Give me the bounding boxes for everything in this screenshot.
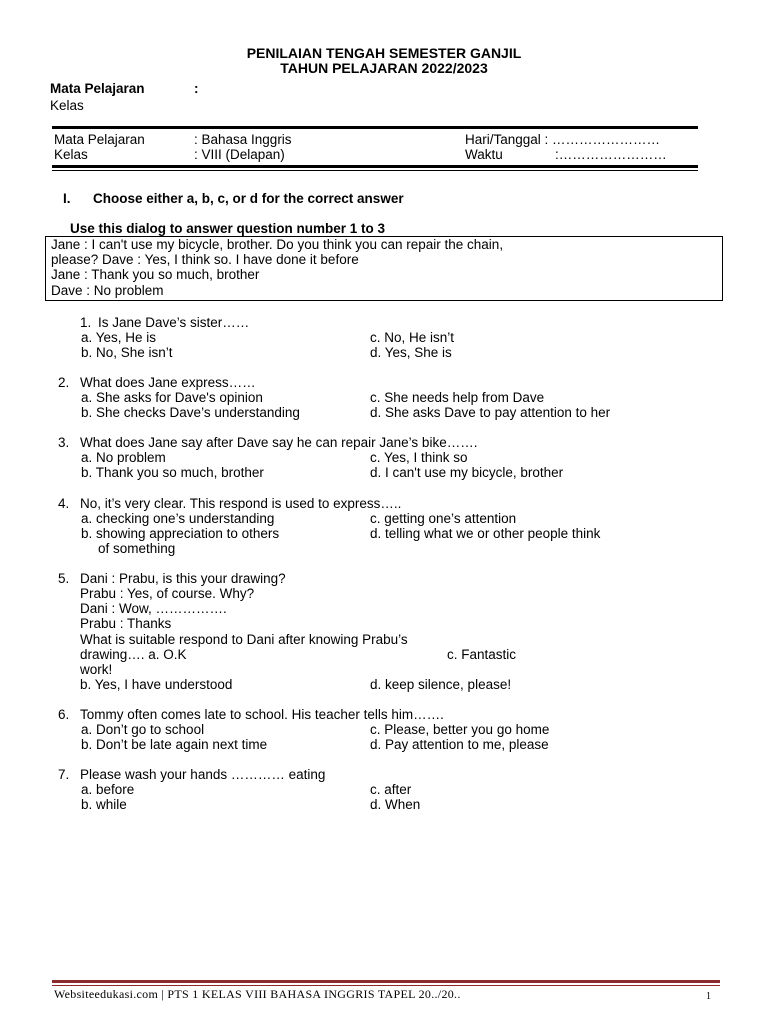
- question-1-text: Is Jane Dave’s sister……: [98, 315, 250, 330]
- question-3-option-c: c. Yes, I think so: [370, 450, 468, 465]
- kelas-label: Kelas: [50, 98, 84, 113]
- section-instruction: Choose either a, b, c, or d for the correct answer: [93, 191, 404, 206]
- question-7-text: Please wash your hands ………… eating: [80, 767, 326, 782]
- question-2-number: 2.: [58, 375, 70, 390]
- question-5-line: Dani : Wow, …………….: [80, 601, 227, 616]
- info-top-rule: [52, 126, 698, 129]
- question-6-option-d: d. Pay attention to me, please: [370, 737, 549, 752]
- question-2-text: What does Jane express……: [80, 375, 256, 390]
- question-3-text: What does Jane say after Dave say he can repair Jane’s bike…….: [80, 435, 478, 450]
- question-4-text: No, it’s very clear. This respond is used to express…..: [80, 496, 402, 511]
- question-5-line: Prabu : Thanks: [80, 616, 172, 631]
- question-5-option-b: b. Yes, I have understood: [80, 677, 233, 692]
- question-5-line: What is suitable respond to Dani after knowing Prabu’s: [80, 632, 408, 647]
- question-4-option-a: a. checking one’s understanding: [81, 511, 275, 526]
- footer-rule-thin: [52, 985, 720, 986]
- info-bottom-rule-thick: [52, 165, 698, 168]
- question-5-option-c-continued: work!: [80, 662, 113, 677]
- question-1-option-d: d. Yes, She is: [370, 345, 452, 360]
- question-7-option-d: d. When: [370, 797, 421, 812]
- time-label: Waktu: [465, 147, 503, 162]
- question-7-number: 7.: [58, 767, 70, 782]
- dialog-line: please? Dave : Yes, I think so. I have done it before: [51, 252, 359, 267]
- question-5-line: Dani : Prabu, is this your drawing?: [80, 571, 286, 586]
- question-1-option-c: c. No, He isn’t: [370, 330, 455, 345]
- section-number: I.: [63, 191, 71, 206]
- dialog-line: Jane : Thank you so much, brother: [51, 267, 260, 282]
- question-6-option-a: a. Don’t go to school: [81, 722, 205, 737]
- footer-text: Websiteedukasi.com | PTS 1 KELAS VIII BAHASA INGGRIS TAPEL 20../20..: [54, 987, 461, 1001]
- info-bottom-rule-thin: [52, 170, 698, 171]
- class-value: : VIII (Delapan): [194, 147, 285, 162]
- question-1-option-b: b. No, She isn’t: [81, 345, 173, 360]
- question-5-option-a: drawing…. a. O.K: [80, 647, 187, 662]
- dialog-line: Jane : I can't use my bicycle, brother. Do you think you can repair the chain,: [51, 237, 504, 252]
- question-1-number: 1.: [80, 315, 92, 330]
- question-6-option-b: b. Don’t be late again next time: [81, 737, 268, 752]
- question-5-line: Prabu : Yes, of course. Why?: [80, 586, 255, 601]
- subject-label: Mata Pelajaran: [54, 132, 145, 147]
- question-3-option-d: d. I can't use my bicycle, brother: [370, 465, 564, 480]
- mata-pelajaran-label: Mata Pelajaran: [50, 81, 145, 96]
- question-2-option-b: b. She checks Dave’s understanding: [81, 405, 300, 420]
- page-title: PENILAIAN TENGAH SEMESTER GANJIL: [246, 45, 522, 61]
- question-4-option-b: b. showing appreciation to others: [81, 526, 280, 541]
- day-label: Hari/Tanggal : ……………………: [465, 132, 661, 147]
- question-2-option-c: c. She needs help from Dave: [370, 390, 545, 405]
- dialog-instruction: Use this dialog to answer question number 1 to 3: [70, 221, 386, 236]
- question-7-option-c: c. after: [370, 782, 412, 797]
- question-5-option-c: c. Fantastic: [447, 647, 517, 662]
- question-5-option-d: d. keep silence, please!: [370, 677, 512, 692]
- question-1-option-a: a. Yes, He is: [81, 330, 157, 345]
- question-3-option-b: b. Thank you so much, brother: [81, 465, 264, 480]
- question-5-number: 5.: [58, 571, 70, 586]
- question-2-option-a: a. She asks for Dave's opinion: [81, 390, 263, 405]
- time-value: :……………………: [555, 147, 667, 162]
- question-6-text: Tommy often comes late to school. His teacher tells him…….: [80, 707, 444, 722]
- question-3-option-a: a. No problem: [81, 450, 166, 465]
- question-4-option-c: c. getting one’s attention: [370, 511, 517, 526]
- page-number: 1: [706, 991, 711, 1002]
- footer-rule-thick: [52, 980, 720, 983]
- mata-pelajaran-colon: :: [194, 81, 199, 96]
- question-4-option-b-continued: of something: [98, 541, 176, 556]
- question-4-number: 4.: [58, 496, 70, 511]
- question-4-option-d: d. telling what we or other people think: [370, 526, 601, 541]
- subject-value: : Bahasa Inggris: [194, 132, 292, 147]
- question-7-option-a: a. before: [81, 782, 135, 797]
- question-2-option-d: d. She asks Dave to pay attention to her: [370, 405, 611, 420]
- class-label: Kelas: [54, 147, 88, 162]
- question-6-option-c: c. Please, better you go home: [370, 722, 550, 737]
- page-subtitle: TAHUN PELAJARAN 2022/2023: [280, 60, 488, 76]
- dialog-line: Dave : No problem: [51, 283, 164, 298]
- question-6-number: 6.: [58, 707, 70, 722]
- question-7-option-b: b. while: [81, 797, 127, 812]
- question-3-number: 3.: [58, 435, 70, 450]
